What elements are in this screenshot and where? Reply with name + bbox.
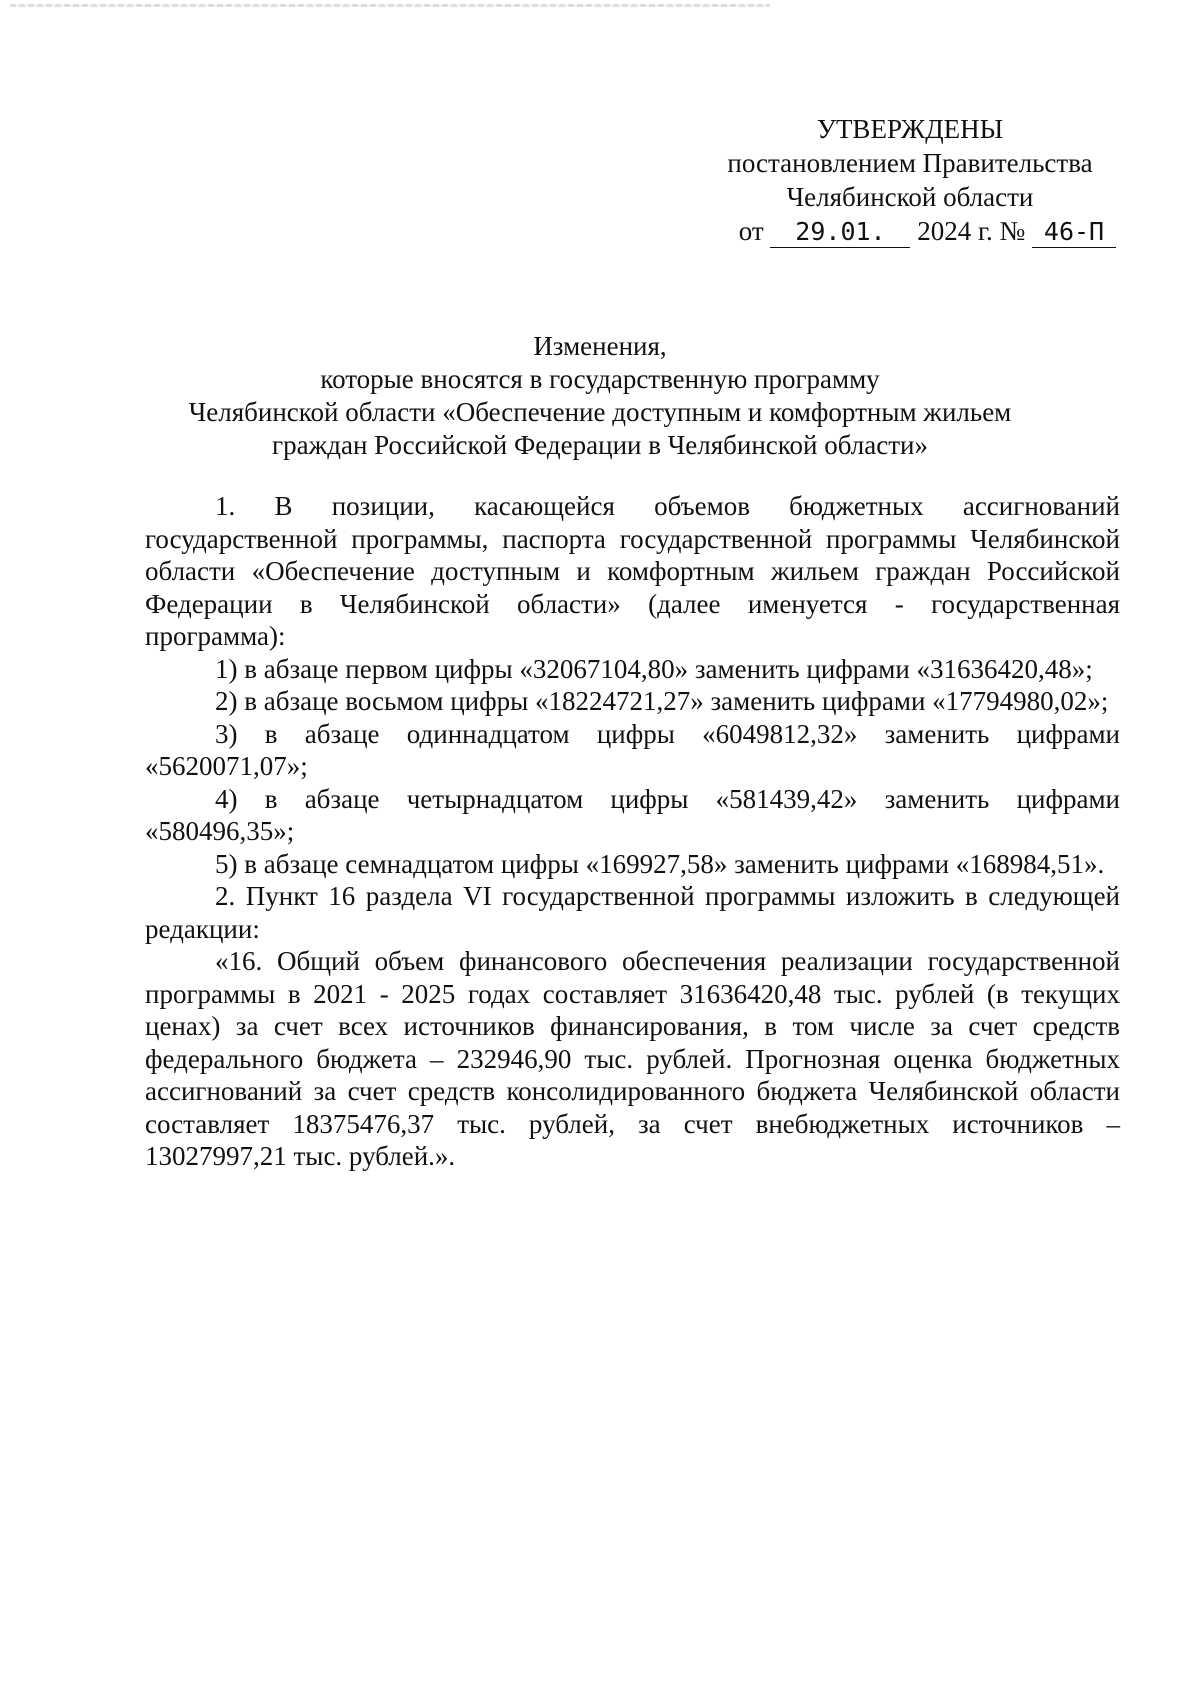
title-line-1: Изменения,	[533, 331, 667, 361]
scan-artifact	[10, 4, 770, 7]
handwritten-number: 46-П	[1032, 217, 1116, 248]
list-item: 3) в абзаце одиннадцатом цифры «6049812,32» заменить цифрами «5620071,07»;	[145, 718, 1120, 781]
approval-heading: УТВЕРЖДЕНЫ	[816, 114, 1004, 144]
document-title	[130, 330, 1070, 462]
list-item: 4) в абзаце четырнадцатом цифры «581439,42» заменить цифрами «580496,35»;	[145, 783, 1120, 846]
list-item: 2) в абзаце восьмом цифры «18224721,27» заменить цифрами «17794980,02»;	[215, 686, 1109, 716]
list-item: 5) в абзаце семнадцатом цифры «169927,58» заменить цифрами «168984,51».	[215, 848, 1105, 879]
title-line-2: которые вносятся в государственную программу	[320, 364, 880, 394]
handwritten-date: 29.01.	[770, 217, 910, 248]
from-label: от	[738, 216, 764, 246]
approval-line-1: постановлением Правительства	[727, 148, 1093, 178]
title-line-3: Челябинской области «Обеспечение доступным и комфортным жильем	[188, 397, 1012, 427]
approval-line-2: Челябинской области	[786, 182, 1034, 212]
approval-date-line	[700, 214, 1120, 248]
document-body	[145, 490, 1120, 1173]
paragraph-2: 2. Пункт 16 раздела VI государственной программы изложить в следующей редакции:	[145, 881, 1120, 944]
paragraph-3: «16. Общий объем финансового обеспечения реализации государственной программы в 2021 - 2025 годах составляет 31636420,48 тыс. рублей (в текущих ценах) за счет всех источников финансирования, в том числе за счет средств федерального бюджета – 232946,90 тыс. рублей. Прогнозная оценка бюджетных ассигнований за счет средств консолидированного бюджета Челябинской области составляет 18375476,37 тыс. рублей, за счет внебюджетных источников – 13027997,21 тыс. рублей.».	[145, 946, 1120, 1171]
paragraph-1: 1. В позиции, касающейся объемов бюджетных ассигнований государственной программы, паспорта государственной программы Челябинской области «Обеспечение доступным и комфортным жильем граждан Российской Федерации в Челябинской области» (далее именуется - государственная программа):	[145, 491, 1120, 651]
year-number-label: 2024 г. №	[917, 216, 1026, 246]
approval-stamp-block	[700, 112, 1120, 248]
list-item: 1) в абзаце первом цифры «32067104,80» заменить цифрами «31636420,48»;	[215, 653, 1093, 684]
title-line-4: граждан Российской Федерации в Челябинской области»	[272, 430, 928, 460]
